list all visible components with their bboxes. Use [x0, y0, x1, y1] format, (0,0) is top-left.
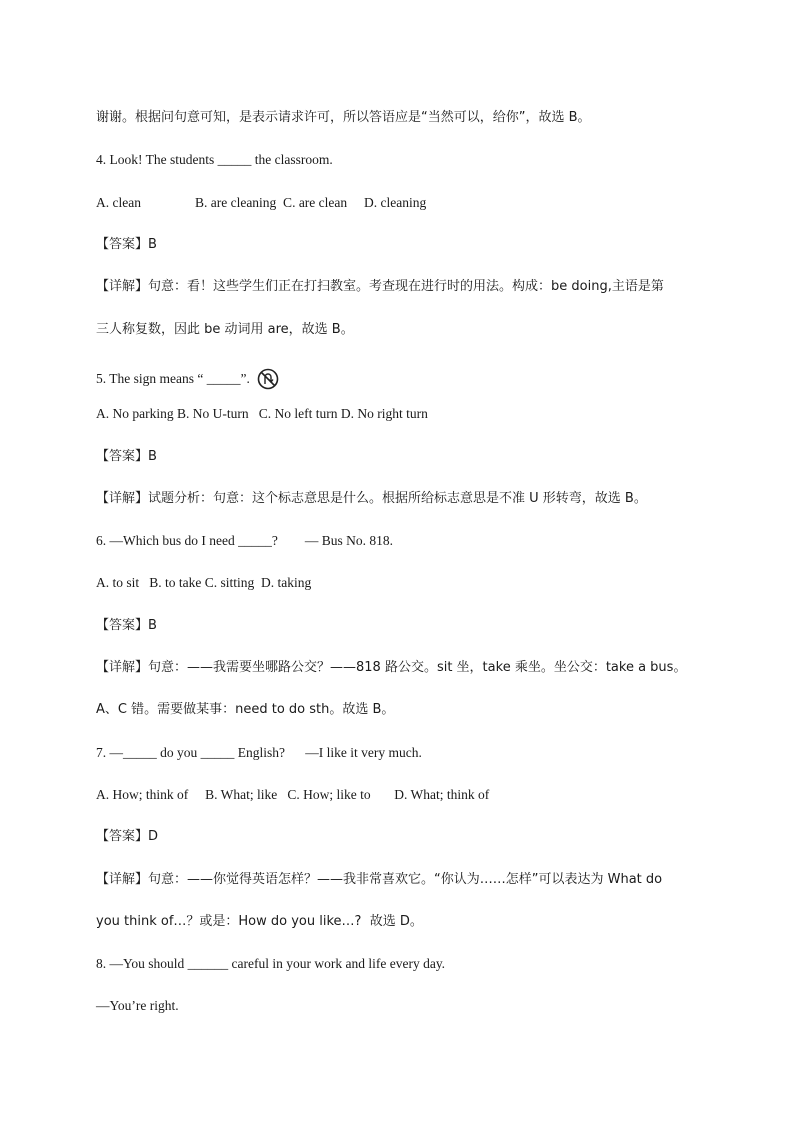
question-5-row: [96, 368, 703, 390]
question-6-answer: 【答案】B: [96, 618, 157, 633]
question-7: 7. —_____ do you _____ English? —I like it very much.: [96, 745, 422, 760]
question-6-explanation: 【详解】句意：——我需要坐哪路公交？——818 路公交。sit 坐，take 乘坐。坐公交：take a bus。: [96, 660, 687, 675]
question-4-explanation-cont: 三人称复数，因此 be 动词用 are，故选 B。: [96, 322, 354, 337]
question-7-explanation: 【详解】句意：——你觉得英语怎样？——我非常喜欢它。“你认为……怎样”可以表达为 What do: [96, 872, 663, 887]
question-8-reply: —You’re right.: [96, 998, 179, 1013]
question-4-answer: 【答案】B: [96, 237, 157, 252]
question-5-answer: 【答案】B: [96, 449, 157, 464]
no-u-turn-icon: [257, 368, 279, 390]
question-7-answer: 【答案】D: [96, 829, 159, 844]
explanation-continuation: 谢谢。根据问句意可知，是表示请求许可，所以答语应是“当然可以，给你”，故选 B。: [96, 110, 591, 125]
question-6-options: A. to sit B. to take C. sitting D. taking: [96, 575, 312, 590]
question-4: 4. Look! The students _____ the classroom.: [96, 152, 333, 167]
question-7-options: A. How; think of B. What; like C. How; like to D. What; think of: [96, 787, 490, 802]
question-6-explanation-cont: A、C 错。需要做某事：need to do sth。故选 B。: [96, 702, 395, 717]
question-7-explanation-cont: you think of…？或是：How do you like…? 故选 D。: [96, 914, 423, 929]
question-5: 5. The sign means “ _____”.: [96, 371, 250, 386]
question-6: 6. —Which bus do I need _____? — Bus No. 818.: [96, 533, 393, 548]
question-5-options: A. No parking B. No U-turn C. No left turn D. No right turn: [96, 406, 428, 421]
question-5-explanation: 【详解】试题分析：句意：这个标志意思是什么。根据所给标志意思是不准 U 形转弯，故选 B。: [96, 491, 647, 506]
question-4-options: A. clean B. are cleaning C. are clean D. cleaning: [96, 195, 427, 210]
question-8: 8. —You should ______ careful in your work and life every day.: [96, 956, 446, 971]
question-4-explanation: 【详解】句意：看！这些学生们正在打扫教室。考查现在进行时的用法。构成：be doing,主语是第: [96, 279, 664, 294]
